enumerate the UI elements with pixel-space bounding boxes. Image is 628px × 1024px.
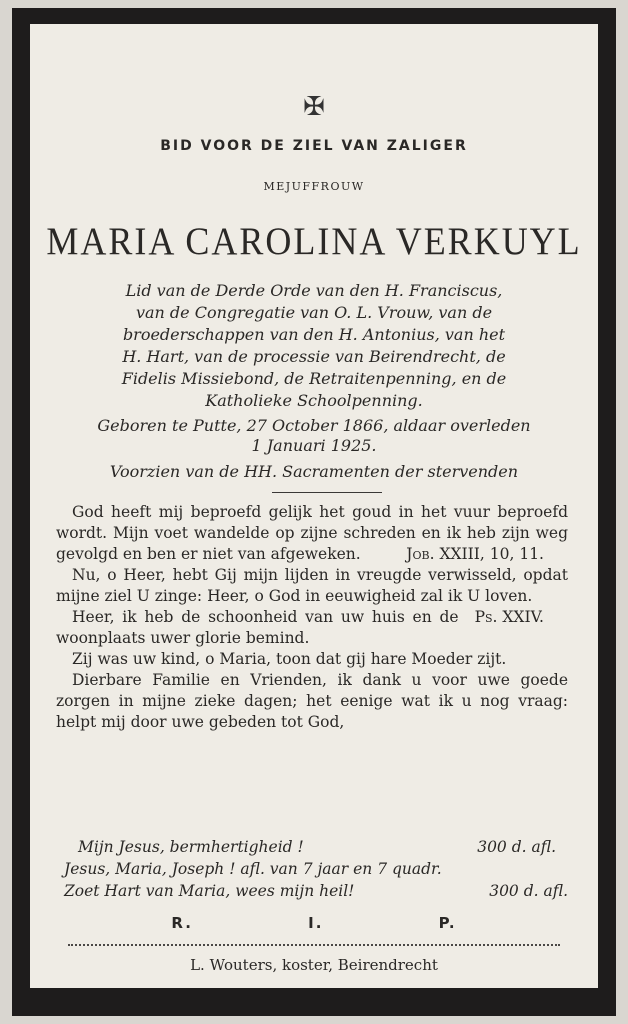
prayer-indulgence: 300 d. afl. bbox=[477, 838, 556, 856]
scripture-passages bbox=[56, 502, 568, 733]
rip-letter: I. bbox=[308, 914, 324, 932]
birth-death-info bbox=[46, 416, 582, 456]
rip-letter: P. bbox=[438, 914, 457, 932]
bio-line: Lid van de Derde Orde van den H. Franciscus, bbox=[125, 281, 503, 300]
biography bbox=[46, 280, 582, 412]
cross-icon: ✠ bbox=[303, 92, 325, 122]
prayer-indulgence: 300 d. afl. bbox=[489, 882, 568, 900]
passage-text: Zij was uw kind, o Maria, toon dat gij hare Moeder zijt. bbox=[72, 650, 507, 668]
passage-text: Dierbare Familie en Vrienden, ik dank u voor uwe goede zorgen in mijne zieke dagen; het eenige wat ik u nog vraag: helpt mij door uwe gebeden tot God, bbox=[56, 671, 568, 731]
passage-reference: Job. XXIII, 10, 11. bbox=[406, 545, 544, 563]
born-line: Geboren te Putte, 27 October 1866, aldaar overleden bbox=[97, 416, 531, 435]
passage bbox=[56, 670, 568, 733]
prayer-row bbox=[64, 836, 568, 858]
deceased-name: MARIA CAROLINA VERKUYL bbox=[46, 219, 582, 263]
prayer-text: Jesus, Maria, Joseph ! afl. van 7 jaar en 7 quadr. bbox=[64, 860, 442, 878]
header-text: BID VOOR DE ZIEL VAN ZALIGER bbox=[160, 138, 468, 154]
rip-letter: R. bbox=[171, 914, 193, 932]
honorific-title: MEJUFFROUW bbox=[263, 180, 365, 193]
prayer-text: Mijn Jesus, bermhertigheid ! bbox=[78, 838, 304, 856]
bio-line: Katholieke Schoolpenning. bbox=[205, 391, 423, 410]
bio-line: Fidelis Missiebond, de Retraitenpenning, en de bbox=[121, 369, 507, 388]
prayer-row bbox=[64, 858, 568, 880]
passage-reference: Ps. XXIV. bbox=[474, 608, 544, 626]
printer-credit: L. Wouters, koster, Beirendrecht bbox=[190, 956, 438, 974]
bio-line: H. Hart, van de processie van Beirendrecht, de bbox=[122, 347, 506, 366]
rip bbox=[46, 914, 582, 932]
divider bbox=[272, 492, 382, 493]
bio-line: broederschappen van den H. Antonius, van het bbox=[122, 325, 506, 344]
memorial-card bbox=[12, 8, 616, 1016]
bio-line: van de Congregatie van O. L. Vrouw, van de bbox=[135, 303, 493, 322]
passage-text: God heeft mij beproefd gelijk het goud in het vuur beproefd wordt. Mijn voet wandelde op zijne schreden en ik heb zijn weg gevolgd en ben er niet van afgeweken. bbox=[56, 503, 568, 563]
born-line: 1 Januari 1925. bbox=[251, 436, 377, 455]
prayer-text: Zoet Hart van Maria, wees mijn heil! bbox=[64, 882, 355, 900]
passage-text: Heer, ik heb de schoonheid van uw huis en de woonplaats uwer glorie bemind. bbox=[56, 608, 459, 647]
prayer-row bbox=[64, 880, 568, 902]
prayers bbox=[64, 836, 568, 902]
passage bbox=[56, 649, 568, 670]
card-paper bbox=[30, 24, 598, 988]
passage bbox=[56, 502, 568, 565]
passage bbox=[56, 565, 568, 626]
dotted-divider bbox=[68, 944, 560, 946]
sacraments-line: Voorzien van de HH. Sacramenten der stervenden bbox=[109, 462, 519, 481]
passage-text: Nu, o Heer, hebt Gij mijn lijden in vreugde verwisseld, opdat mijne ziel U zinge: Heer, o God in eeuwigheid zal ik U loven. bbox=[56, 566, 568, 605]
